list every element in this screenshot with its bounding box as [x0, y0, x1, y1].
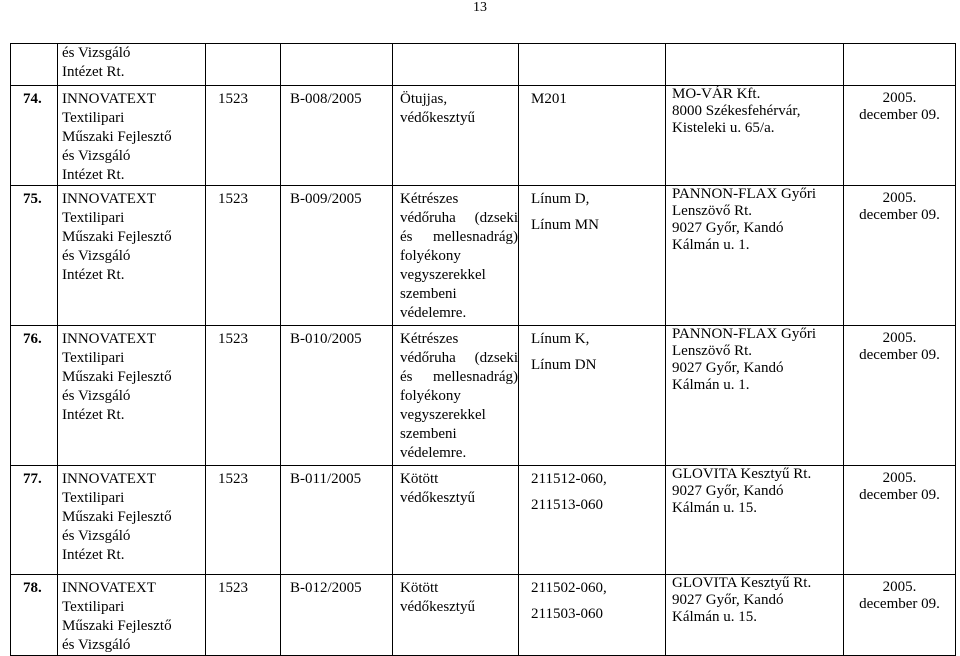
manufacturer-line: Kisteleki u. 65/a. [672, 120, 775, 136]
institute-line: Intézet Rt. [62, 267, 125, 283]
description-line: védőruha (dzseki [400, 350, 518, 366]
manufacturer-line: Kálmán u. 15. [672, 609, 757, 625]
code-cell: 1523 [206, 575, 281, 656]
description-line: szembeni [400, 286, 457, 302]
manufacturer-cell [666, 326, 844, 466]
standard-cell: B-010/2005 [281, 326, 393, 466]
institute-line: és Vizsgáló [62, 528, 131, 544]
product-line: Línum D, [531, 191, 590, 207]
description-line: folyékony [400, 248, 461, 264]
table-row [11, 86, 956, 186]
institute-line: Intézet Rt. [62, 64, 125, 80]
product-line: 211513-060 [531, 497, 603, 513]
description-line: szembeni [400, 426, 457, 442]
description-cell [393, 186, 519, 326]
code-cell: 1523 [206, 86, 281, 186]
manufacturer-cell [666, 466, 844, 575]
institute-line: INNOVATEXT [62, 580, 156, 596]
table-row [11, 466, 956, 575]
description-line: védelemre. [400, 445, 467, 461]
manufacturer-line: Kálmán u. 1. [672, 237, 750, 253]
row-number-cell: 75. [11, 186, 58, 326]
manufacturer-line: 9027 Győr, Kandó [672, 483, 784, 499]
institute-line: és Vizsgáló [62, 45, 131, 61]
institute-line: INNOVATEXT [62, 191, 156, 207]
institute-line: Műszaki Fejlesztő [62, 369, 172, 385]
institute-line: Műszaki Fejlesztő [62, 129, 172, 145]
institute-line: Textilipari [62, 490, 125, 506]
standard-cell: B-009/2005 [281, 186, 393, 326]
description-line: és mellesnadrág) [400, 229, 518, 245]
description-line: vegyszerekkel [400, 407, 486, 423]
manufacturer-cell [666, 86, 844, 186]
institute-cell [58, 86, 206, 186]
institute-line: és Vizsgáló [62, 248, 131, 264]
institute-cell [58, 186, 206, 326]
description-line: védőruha (dzseki [400, 210, 518, 226]
institute-line: Textilipari [62, 599, 125, 615]
standard-cell: B-008/2005 [281, 86, 393, 186]
institute-line: Műszaki Fejlesztő [62, 618, 172, 634]
description-line: védőkesztyű [400, 599, 475, 615]
date-line: 2005. [882, 190, 917, 206]
row-number-cell: 74. [11, 86, 58, 186]
manufacturer-line: 9027 Győr, Kandó [672, 220, 784, 236]
date-cell [844, 466, 956, 575]
institute-line: és Vizsgáló [62, 148, 131, 164]
table-row [11, 186, 956, 326]
description-line: folyékony [400, 388, 461, 404]
table-row [11, 575, 956, 656]
description-line: védelemre. [400, 305, 467, 321]
manufacturer-line: 9027 Győr, Kandó [672, 592, 784, 608]
institute-line: Intézet Rt. [62, 407, 125, 423]
date-line: december 09. [859, 487, 940, 503]
description-cell [393, 466, 519, 575]
institute-cell [58, 326, 206, 466]
description-line: vegyszerekkel [400, 267, 486, 283]
date-line: 2005. [882, 330, 917, 346]
institute-line: és Vizsgáló [62, 637, 131, 653]
manufacturer-line: 8000 Székesfehérvár, [672, 103, 801, 119]
product-line: 211502-060, [531, 580, 607, 596]
product-cell [519, 86, 666, 186]
code-cell: 1523 [206, 466, 281, 575]
product-line: 211512-060, [531, 471, 607, 487]
institute-line: Intézet Rt. [62, 547, 125, 563]
institute-cell [58, 466, 206, 575]
manufacturer-line: MO-VÁR Kft. [672, 86, 761, 102]
description-line: Kétrészes [400, 191, 459, 207]
institute-cell [58, 575, 206, 656]
description-line: Kétrészes [400, 331, 459, 347]
institute-line: Textilipari [62, 210, 125, 226]
manufacturer-line: PANNON-FLAX Győri [672, 326, 817, 342]
description-cell [393, 86, 519, 186]
product-line: 211503-060 [531, 606, 603, 622]
date-cell [844, 326, 956, 466]
date-line: 2005. [882, 470, 917, 486]
manufacturer-cell [666, 575, 844, 656]
institute-line: INNOVATEXT [62, 331, 156, 347]
product-line: Línum MN [531, 217, 599, 233]
institute-line: INNOVATEXT [62, 91, 156, 107]
description-line: védőkesztyű [400, 490, 475, 506]
code-cell: 1523 [206, 326, 281, 466]
product-cell [519, 466, 666, 575]
manufacturer-line: Lenszövő Rt. [672, 203, 752, 219]
institute-line: Műszaki Fejlesztő [62, 229, 172, 245]
product-cell [519, 575, 666, 656]
date-line: december 09. [859, 596, 940, 612]
row-number-cell: 76. [11, 326, 58, 466]
description-line: Ötujjas, [400, 91, 448, 107]
manufacturer-line: PANNON-FLAX Győri [672, 186, 817, 202]
manufacturer-line: Lenszövő Rt. [672, 343, 752, 359]
product-line: Línum DN [531, 357, 597, 373]
date-cell [844, 575, 956, 656]
code-cell: 1523 [206, 186, 281, 326]
standard-cell: B-012/2005 [281, 575, 393, 656]
manufacturer-line: Kálmán u. 1. [672, 377, 750, 393]
product-line: M201 [531, 91, 567, 107]
institute-line: INNOVATEXT [62, 471, 156, 487]
product-line: Línum K, [531, 331, 590, 347]
manufacturer-line: Kálmán u. 15. [672, 500, 757, 516]
certificate-table [10, 43, 956, 656]
row-number-cell: 78. [11, 575, 58, 656]
date-line: 2005. [882, 90, 917, 106]
institute-line: Textilipari [62, 110, 125, 126]
table-row [11, 326, 956, 466]
table-row-continuation [11, 44, 956, 86]
description-cell [393, 575, 519, 656]
institute-line: Műszaki Fejlesztő [62, 509, 172, 525]
manufacturer-line: GLOVITA Kesztyű Rt. [672, 575, 812, 591]
product-cell [519, 326, 666, 466]
institute-cell [58, 44, 206, 86]
row-number-cell: 77. [11, 466, 58, 575]
standard-cell: B-011/2005 [281, 466, 393, 575]
date-cell [844, 186, 956, 326]
description-line: védőkesztyű [400, 110, 475, 126]
institute-line: Intézet Rt. [62, 167, 125, 183]
page-number: 13 [473, 0, 487, 15]
description-line: Kötött [400, 471, 439, 487]
date-line: 2005. [882, 579, 917, 595]
description-line: és mellesnadrág) [400, 369, 518, 385]
description-cell [393, 326, 519, 466]
institute-line: Textilipari [62, 350, 125, 366]
product-cell [519, 186, 666, 326]
date-line: december 09. [859, 347, 940, 363]
date-line: december 09. [859, 207, 940, 223]
date-cell [844, 86, 956, 186]
manufacturer-line: 9027 Győr, Kandó [672, 360, 784, 376]
date-line: december 09. [859, 107, 940, 123]
manufacturer-cell [666, 186, 844, 326]
description-line: Kötött [400, 580, 439, 596]
manufacturer-line: GLOVITA Kesztyű Rt. [672, 466, 812, 482]
institute-line: és Vizsgáló [62, 388, 131, 404]
